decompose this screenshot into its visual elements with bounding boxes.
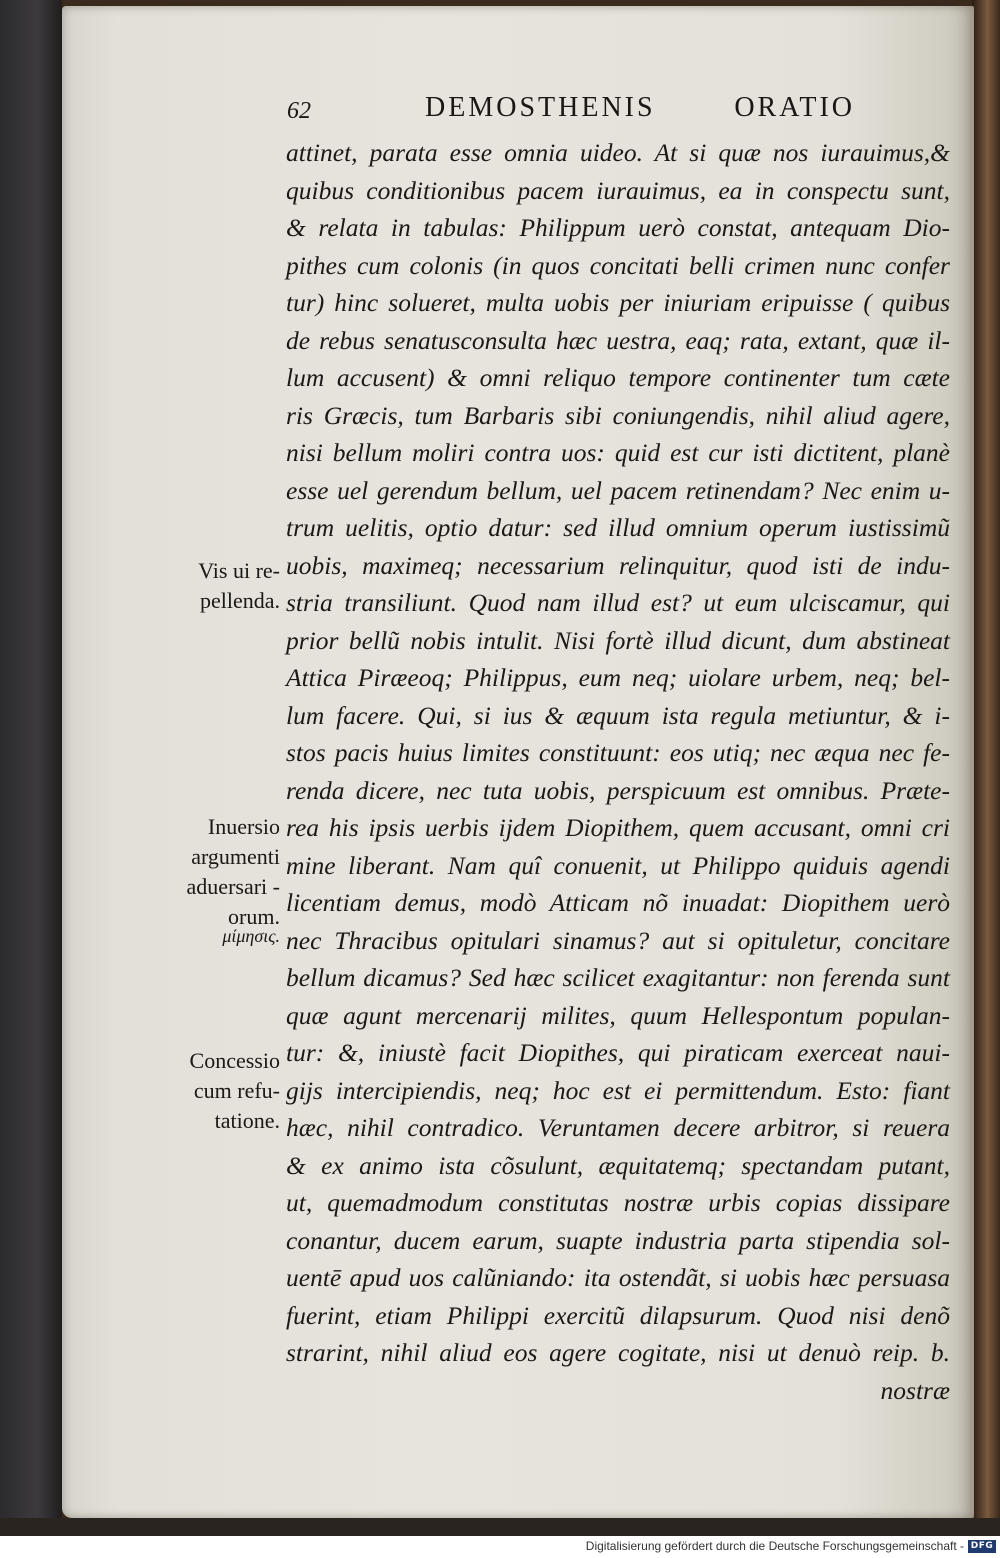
text-line: rea his ipsis uerbis ijdem Diopithem, quem accusant, omni cri <box>286 813 950 842</box>
text-line: uentē apud uos calũniando: ita ostendãt, si uobis hæc persuasa <box>286 1263 950 1292</box>
text-line: & ex animo ista cõsulunt, æquitatemq; spectandam putant, <box>286 1150 950 1180</box>
text-line: licentiam demus, modò Atticam nõ inuadat: Diopithem uerò <box>286 888 950 917</box>
text-line: mine liberant. Nam quî conuenit, ut Philippo quiduis agendi <box>286 850 950 880</box>
dfg-logo: DFG <box>968 1540 996 1553</box>
book-edge <box>972 0 1000 1536</box>
digitization-footer <box>0 1536 1000 1558</box>
body-text <box>286 134 950 1409</box>
margin-note-concessio <box>150 1046 280 1136</box>
bottom-scan-border <box>0 1518 1000 1536</box>
text-line: tur: &, iniustè facit Diopithes, qui piraticam exerceat naui- <box>286 1038 950 1067</box>
margin-note-line: Vis ui re- <box>198 558 280 583</box>
funding-credit: Digitalisierung gefördert durch die Deutsche Forschungsgemeinschaft - <box>585 1539 964 1553</box>
text-line: conantur, ducem earum, suapte industria parta stipendia sol- <box>286 1225 950 1255</box>
text-line: quibus conditionibus pacem iurauimus, ea in conspectu sunt, <box>286 175 950 205</box>
margin-note-line: argumenti <box>191 844 280 869</box>
margin-note-inuersio <box>150 812 280 932</box>
text-line: ut, quemadmodum constitutas nostræ urbis copias dissipare <box>286 1188 950 1217</box>
margin-note-line: aduersari - <box>186 874 280 899</box>
text-line: fuerint, etiam Philippi exercitũ dilapsurum. Quod nisi denõ <box>286 1300 950 1330</box>
text-line: trum uelitis, optio datur: sed illud omnium operum iustissimũ <box>286 513 950 542</box>
margin-note-line: Inuersio <box>207 814 280 839</box>
text-line: stos pacis huius limites constituunt: eos utiq; nec æqua nec fe- <box>286 738 950 767</box>
margin-note-line: pellenda. <box>199 588 280 613</box>
text-line: renda dicere, nec tuta uobis, perspicuum est omnibus. Præte- <box>286 775 950 805</box>
text-line: ris Græcis, tum Barbaris sibi coniungendis, nihil aliud agere, <box>286 400 950 430</box>
margin-note-line: Concessio <box>189 1048 280 1073</box>
text-line: quæ agunt mercenarij milites, quum Hellespontum populan- <box>286 1000 950 1030</box>
text-line: nec Thracibus opitulari sinamus? aut si opituletur, concitare <box>286 925 950 955</box>
text-line: prior bellũ nobis intulit. Nisi fortè illud dicunt, dum abstineat <box>286 625 950 655</box>
text-line: lum facere. Qui, si ius & æquum ista regula metiuntur, & i- <box>286 700 950 730</box>
text-line: de rebus senatusconsulta hæc uestra, eaq; rata, extant, quæ il- <box>286 325 950 355</box>
text-line: nostræ <box>880 1375 950 1405</box>
text-line: bellum dicamus? Sed hæc scilicet exagitantur: non ferenda sunt <box>286 963 950 992</box>
text-line: lum accusent) & omni reliquo tempore continenter tum cæte <box>286 363 950 392</box>
greek-margin-note: μίμησις. <box>222 926 280 946</box>
text-line: strarint, nihil aliud eos agere cogitate, nisi ut denuò reip. b. <box>286 1338 950 1367</box>
text-line: gijs intercipiendis, neq; hoc est ei permittendum. Esto: fiant <box>286 1075 950 1105</box>
margin-note-line: cum refu- <box>193 1078 280 1103</box>
margin-note-line: tatione. <box>214 1108 280 1133</box>
text-line: pithes cum colonis (in quos concitati belli crimen nunc confer <box>286 250 950 280</box>
text-line: stria transiliunt. Quod nam illud est? ut eum ulciscamur, qui <box>286 588 950 617</box>
running-head: DEMOSTHENIS ORATIO <box>425 92 855 123</box>
text-line: nisi bellum moliri contra uos: quid est cur isti dictitent, planè <box>286 438 950 467</box>
text-line: attinet, parata esse omnia uideo. At si quæ nos iurauimus,& <box>286 138 950 167</box>
text-line: Attica Piræeoq; Philippus, eum neq; uiolare urbem, neq; bel- <box>286 663 950 692</box>
page-number: 62 <box>287 98 311 124</box>
margin-note-vis <box>150 556 280 616</box>
margin-note-line: orum. <box>228 904 280 929</box>
text-line: esse uel gerendum bellum, uel pacem retinendam? Nec enim u- <box>286 475 950 505</box>
left-scan-border <box>0 0 62 1536</box>
text-line: uobis, maximeq; necessarium relinquitur, quod isti de indu- <box>286 550 950 580</box>
text-line: hæc, nihil contradico. Veruntamen decere arbitror, si reuera <box>286 1113 950 1142</box>
text-line: & relata in tabulas: Philippum uerò constat, antequam Dio- <box>286 213 950 242</box>
text-line: tur) hinc solueret, multa uobis per iniuriam eripuisse ( quibus <box>286 288 950 317</box>
